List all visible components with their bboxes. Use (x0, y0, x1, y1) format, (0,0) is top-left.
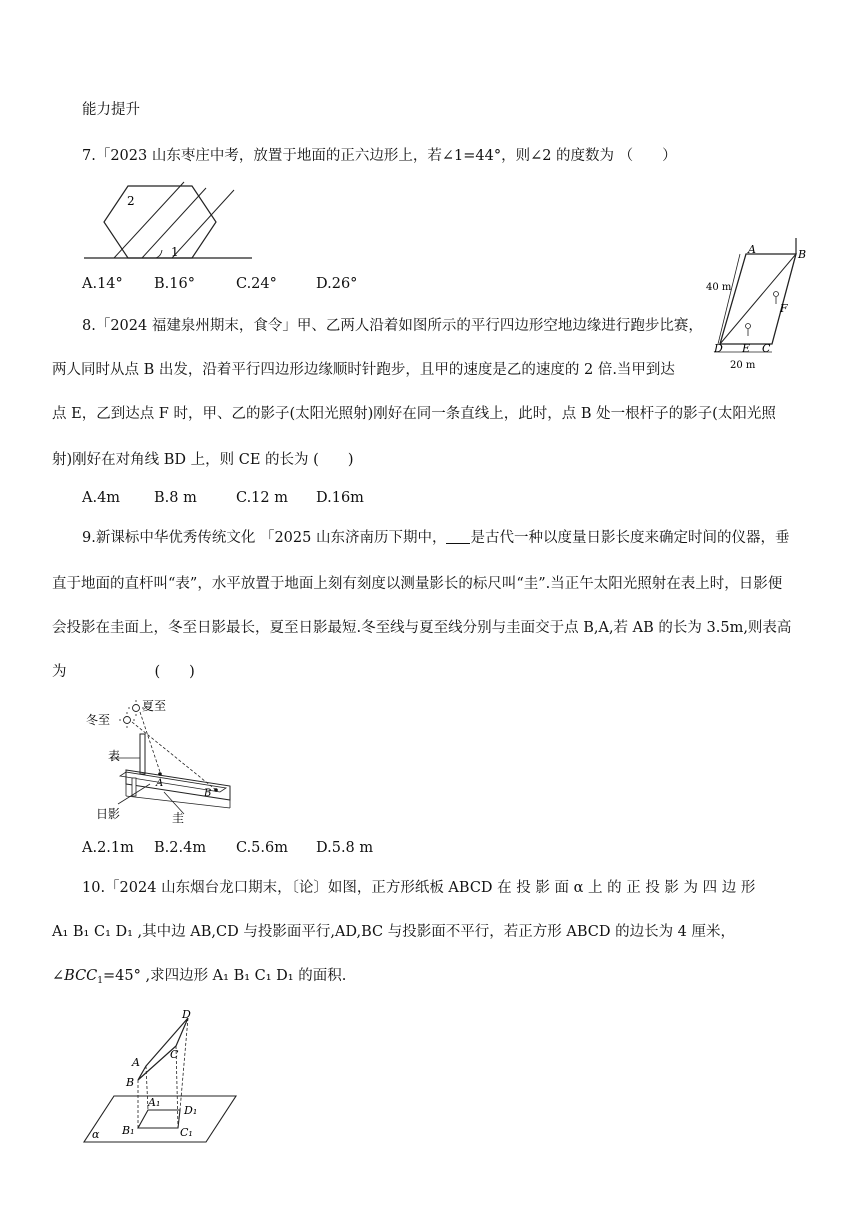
q7-option-b: B.16° (154, 276, 195, 292)
q10-angle-sub: 1 (97, 976, 103, 986)
q9-text-line4-a: 为 (52, 664, 67, 680)
q8-text-line1: 8.「2024 福建泉州期末，食令」甲、乙两人沿着如图所示的平行四边形空地边缘进行跑步比赛， (82, 318, 703, 334)
q8-text-line2: 两人同时从点 B 出发，沿着平行四边形边缘顺时针跑步，且甲的速度是乙的速度的 2 倍.当甲到达 (52, 362, 675, 378)
q8-text-line4: 射)刚好在对角线 BD 上，则 CE 的长为 ( ) (52, 452, 354, 468)
q8-label-c: C (762, 342, 771, 355)
q10-label-b: B (126, 1076, 135, 1089)
q10-angle: ∠BCC (52, 968, 98, 984)
q10-label-c1: C₁ (180, 1126, 193, 1139)
q9-option-c: C.5.6m (236, 840, 288, 856)
q7-hexagon-figure (84, 178, 254, 266)
q10-text-line3 (52, 966, 346, 991)
q8-option-c: C.12 m (236, 490, 288, 506)
q9-gui-label: 圭 (172, 811, 185, 825)
q9-option-d: D.5.8 m (316, 840, 374, 856)
q8-option-d: D.16m (316, 490, 364, 506)
q8-option-a: A.4m (82, 490, 121, 506)
q7-text: 7.「2023 山东枣庄中考，放置于地面的正六边形上，若∠1=44°，则∠2 的度数为 （ ） (82, 148, 677, 164)
q9-sundial-figure (80, 696, 280, 832)
q8-label-f: F (780, 302, 788, 315)
q9-label-b: B (204, 788, 212, 799)
q7-option-c: C.24° (236, 276, 277, 292)
q7-option-a: A.14° (82, 276, 123, 292)
q9-text-line2: 直于地面的直杆叫“表”，水平放置于地面上刻有刻度以测量影长的标尺叫“圭”.当正午太阳光照射在表上时，日影便 (52, 576, 783, 592)
q10-text-line3-b: =45° ,求四边形 A₁ B₁ C₁ D₁ 的面积. (103, 968, 347, 984)
q9-option-a: A.2.1m (82, 840, 134, 856)
q9-shadow-label: 日影 (96, 807, 121, 821)
q10-label-d1: D₁ (184, 1104, 198, 1117)
q8-bottom-length-label: 20 m (730, 360, 756, 371)
q8-options (82, 488, 364, 508)
q8-label-d: D (714, 342, 723, 355)
q10-label-a: A (132, 1056, 140, 1069)
q9-text-line3: 会投影在圭面上，冬至日影最长，夏至日影最短.冬至线与夏至线分别与圭面交于点 B,A,若 AB 的长为 3.5m,则表高 (52, 620, 792, 636)
q10-projection-figure (80, 1004, 280, 1146)
q8-label-e: E (742, 342, 751, 355)
q9-text-line4 (52, 662, 195, 682)
q9-label-a: A (156, 778, 164, 789)
q9-summer-label: 夏至 (142, 699, 167, 713)
q8-option-b: B.8 m (154, 490, 197, 506)
q10-text-line2: A₁ B₁ C₁ D₁ ,其中边 AB,CD 与投影面平行,AD,BC 与投影面不平行，若正方形 ABCD 的边长为 4 厘米， (52, 924, 736, 940)
q9-blank (446, 529, 470, 544)
q9-winter-label: 冬至 (86, 713, 111, 727)
q8-label-b: B (798, 248, 807, 261)
q8-parallelogram-figure (702, 236, 822, 374)
section-title: 能力提升 (82, 102, 140, 118)
q8-label-a: A (748, 243, 756, 256)
q9-gnomon-label: 表 (108, 749, 121, 763)
q9-text-line1-a: 9.新课标中华优秀传统文化 「2025 山东济南历下期中， (82, 530, 447, 546)
q7-options (82, 274, 357, 294)
q9-text-line1-b: 是古代一种以度量日影长度来确定时间的仪器，垂 (470, 530, 790, 546)
q9-text-line1 (82, 528, 789, 548)
q7-angle1-label: 1 (171, 245, 179, 259)
q10-label-d: D (182, 1008, 191, 1021)
q9-options (82, 838, 373, 858)
q7-angle2-label: 2 (127, 194, 135, 208)
q10-label-alpha: α (92, 1128, 100, 1141)
q9-bracket: ( ) (154, 664, 195, 680)
q10-text-line1: 10.「2024 山东烟台龙口期末，〔论〕如图，正方形纸板 ABCD 在 投 影 面 α 上 的 正 投 影 为 四 边 形 (82, 880, 756, 896)
q9-option-b: B.2.4m (154, 840, 207, 856)
q8-side-length-label: 40 m (706, 282, 732, 293)
q7-option-d: D.26° (316, 276, 358, 292)
q10-label-c: C (170, 1048, 179, 1061)
q10-label-b1: B₁ (122, 1124, 135, 1137)
q8-text-line3: 点 E，乙到达点 F 时，甲、乙的影子(太阳光照射)刚好在同一条直线上，此时，点 B 处一根杆子的影子(太阳光照 (52, 406, 776, 422)
q10-label-a1: A₁ (148, 1096, 161, 1109)
